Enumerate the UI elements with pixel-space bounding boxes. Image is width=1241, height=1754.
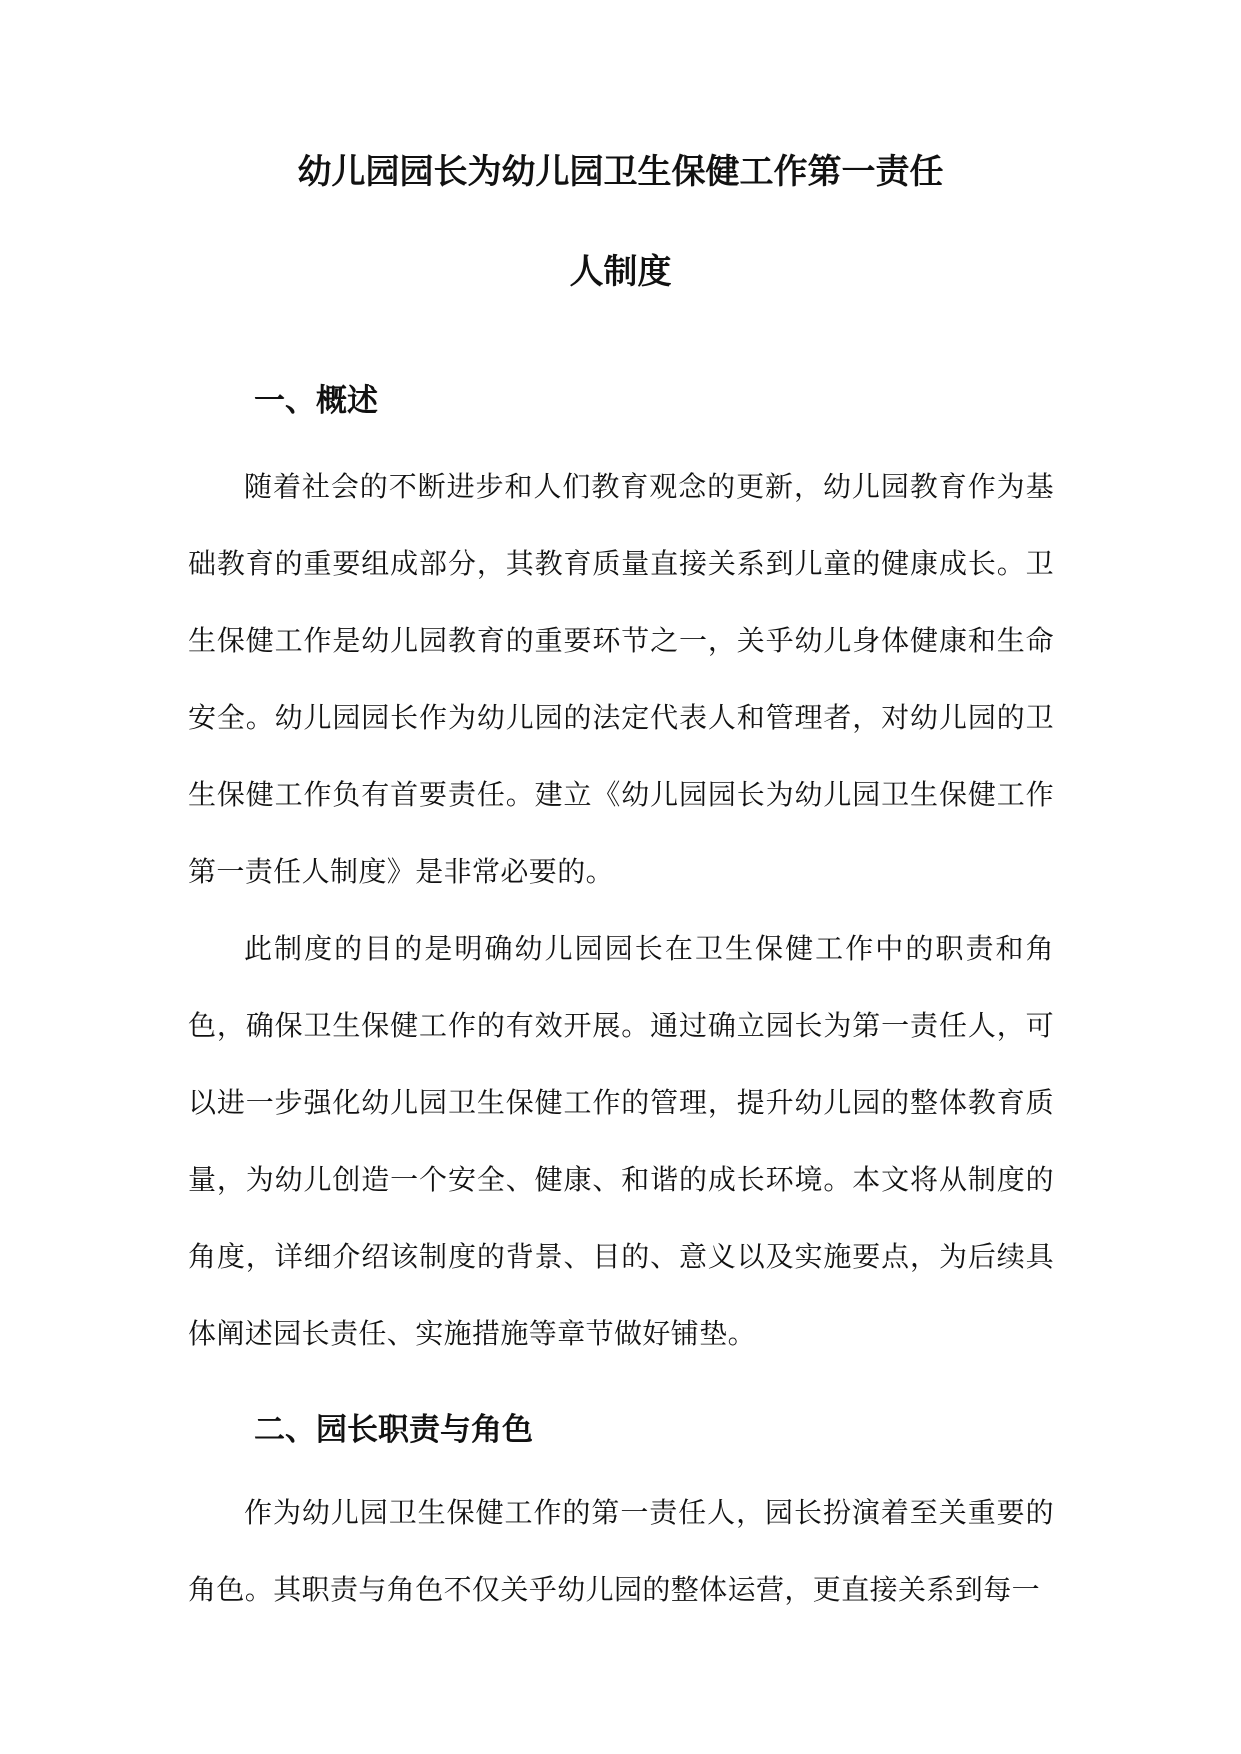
paragraph-overview-2: 此制度的目的是明确幼儿园园长在卫生保健工作中的职责和角色，确保卫生保健工作的有效开展。通过确立园长为第一责任人，可以进一步强化幼儿园卫生保健工作的管理，提升幼儿园的整体教育质量，为幼儿创造一个安全、健康、和谐的成长环境。本文将从制度的角度，详细介绍该制度的背景、目的、意义以及实施要点，为后续具体阐述园长责任、实施措施等章节做好铺垫。 (188, 932, 1054, 1350)
section-heading-overview: 一、概述 (254, 383, 378, 419)
paragraph-overview-1: 随着社会的不断进步和人们教育观念的更新，幼儿园教育作为基础教育的重要组成部分，其教育质量直接关系到儿童的健康成长。卫生保健工作是幼儿园教育的重要环节之一，关乎幼儿身体健康和生命安全。幼儿园园长作为幼儿园的法定代表人和管理者，对幼儿园的卫生保健工作负有首要责任。建立《幼儿园园长为幼儿园卫生保健工作第一责任人制度》是非常必要的。 (188, 470, 1054, 888)
section-heading-director-duties: 二、园长职责与角色 (254, 1412, 533, 1448)
paragraph-director-duties-1: 作为幼儿园卫生保健工作的第一责任人，园长扮演着至关重要的角色。其职责与角色不仅关乎幼儿园的整体运营，更直接关系到每一 (188, 1496, 1054, 1606)
document-title-line-2: 人制度 (569, 252, 672, 292)
document-title-line-1: 幼儿园园长为幼儿园卫生保健工作第一责任 (297, 152, 944, 192)
